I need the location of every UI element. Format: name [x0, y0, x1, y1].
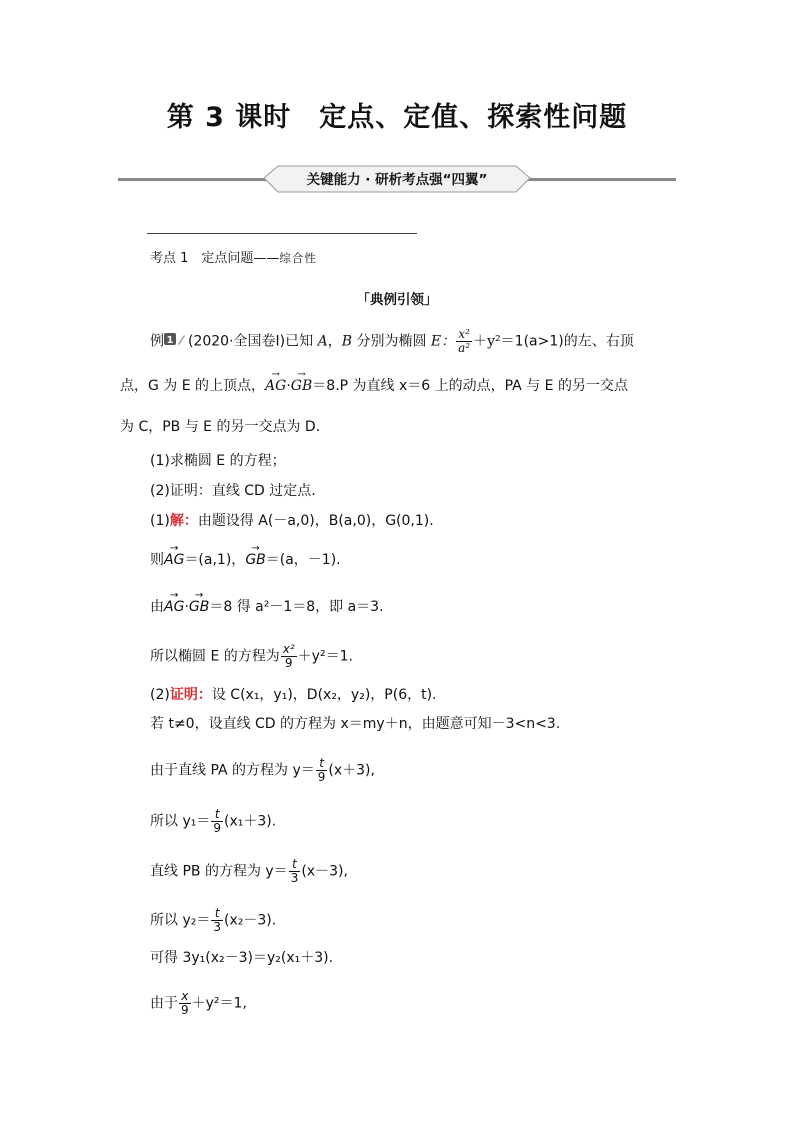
- proof-line-7: 可得 3y₁(x₂－3)＝y₂(x₁＋3).: [150, 950, 334, 966]
- fraction-t-9: $\frac{t}{9}$: [317, 756, 326, 784]
- vector-GB: → GB: [291, 376, 312, 396]
- example-text-1: 分别为椭圆: [356, 333, 427, 350]
- example-text-2a: 点，G 为 E 的上顶点，: [120, 378, 266, 394]
- fraction-x2-a2: $\frac{\text{x²}}{\text{a²}}$: [458, 327, 471, 355]
- example-number: 1: [166, 334, 174, 346]
- solution-label: 解：: [169, 513, 198, 529]
- example-subhead: 「典例引领」: [356, 292, 438, 308]
- topic-tag: 综合性: [279, 251, 317, 265]
- dot-op: ·: [286, 378, 291, 394]
- fraction-t-9-b: $\frac{t}{9}$: [213, 807, 221, 835]
- proof-label: 证明：: [169, 687, 212, 703]
- proof-line-8: 由于 $\frac{x}{9}$ ＋y²＝1,: [150, 989, 247, 1017]
- example-label: 例: [150, 333, 164, 350]
- fraction-x-9: $\frac{x}{9}$: [181, 989, 189, 1017]
- proof-line-4: 所以 y₁＝ $\frac{t}{9}$ (x₁＋3).: [150, 807, 277, 835]
- vector-GB-2: → GB: [245, 550, 265, 570]
- example-source: (2020·全国卷Ⅰ)已知: [188, 333, 314, 350]
- topic-label: 考点 1 定点问题——: [150, 251, 280, 266]
- proof-line-2: 若 t≠0，设直线 CD 的方程为 x＝my＋n，由题意可知－3<n<3.: [150, 716, 561, 732]
- term-y2: ＋y²: [473, 333, 501, 350]
- vector-GB-3: → GB: [189, 597, 209, 617]
- example-line-2: [120, 376, 628, 396]
- banner-text: 关键能力 · 研析考点强“四翼”: [306, 172, 488, 188]
- solution-line-4: 所以椭圆 E 的方程为 $\frac{\text{x²}}{9}$ ＋y²＝1.: [150, 642, 353, 670]
- question-1: (1)求椭圆 E 的方程；: [150, 453, 286, 469]
- vector-AG-2: → AG: [164, 550, 184, 570]
- fraction-t-3: $\frac{t}{3}$: [290, 857, 299, 885]
- example-eq-tail: ＝1(a>1)的左、右顶: [500, 333, 634, 350]
- vector-AG-3: → AG: [164, 597, 184, 617]
- var-B: B: [341, 333, 353, 350]
- proof-line-6: 所以 y₂＝ $\frac{t}{3}$ (x₂－3).: [150, 906, 277, 934]
- question-2: (2)证明：直线 CD 过定点.: [150, 483, 316, 499]
- example-line-1: 例 1 (2020·全国卷Ⅰ)已知 A，B 分别为椭圆 E： $\frac{\text{x²}}{\text{a²}}$ ＋y²＝1(a>1)的左、右顶: [150, 327, 634, 355]
- solution-line-1: (1)解：由题设得 A(－a,0)，B(a,0)，G(0,1).: [150, 513, 434, 529]
- example-badge-icon: [164, 332, 186, 352]
- page-title: 第 3 课时 定点、定值、探索性问题: [166, 102, 628, 133]
- var-A: A: [317, 333, 328, 350]
- solution-line-2: 则→ AG＝(a,1)，→ GB＝(a，－1).: [150, 550, 341, 570]
- topic-heading: [150, 247, 317, 266]
- proof-line-3: 由于直线 PA 的方程为 y＝ $\frac{t}{9}$ (x＋3),: [150, 756, 375, 784]
- proof-line-5: 直线 PB 的方程为 y＝ $\frac{t}{3}$ (x－3),: [150, 857, 348, 885]
- vector-AG: → AG: [265, 376, 286, 396]
- example-line-3: 为 C，PB 与 E 的另一交点为 D.: [120, 419, 321, 435]
- example-text-2b: ＝8.P 为直线 x＝6 上的动点，PA 与 E 的另一交点: [312, 378, 628, 394]
- section-divider: [147, 233, 417, 234]
- solution-line-3: 由→ AG·→ GB＝8 得 a²－1＝8，即 a＝3.: [150, 597, 384, 617]
- var-E: E：: [430, 333, 456, 350]
- fraction-x2-9: $\frac{\text{x²}}{9}$: [282, 642, 295, 670]
- proof-line-1: (2)证明：设 C(x₁，y₁)，D(x₂，y₂)，P(6，t).: [150, 687, 437, 703]
- fraction-t-3-b: $\frac{t}{3}$: [213, 906, 221, 934]
